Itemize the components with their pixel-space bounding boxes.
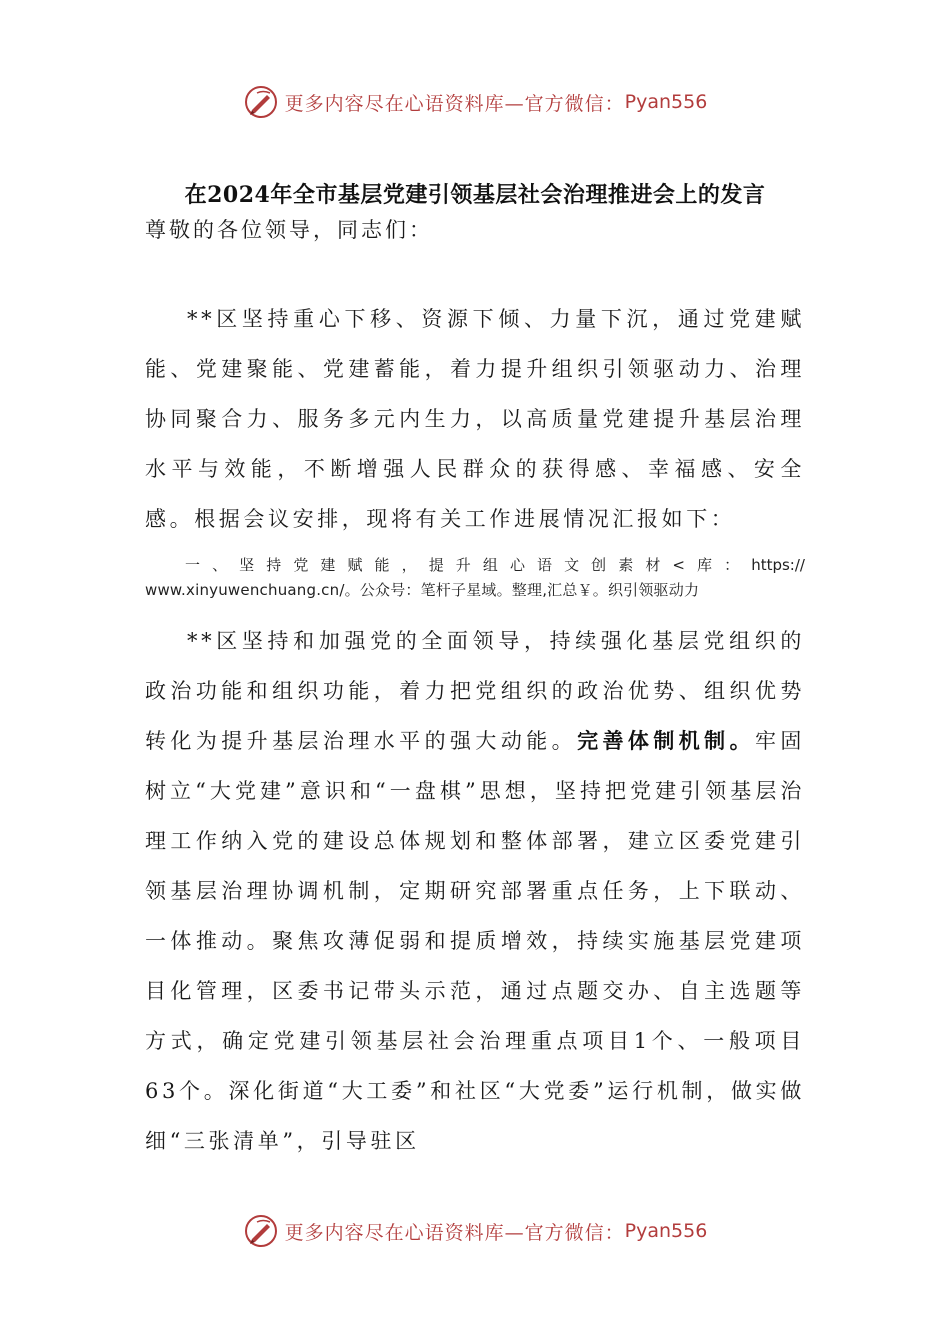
greeting: 尊敬的各位领导，同志们：	[145, 218, 433, 242]
pen-logo-icon	[243, 84, 279, 120]
header-banner	[0, 84, 950, 120]
pen-logo-icon	[243, 1213, 279, 1249]
document-title: 在2024年全市基层党建引领基层社会治理推进会上的发言	[184, 182, 766, 208]
bold-subheading: 完善体制机制。	[577, 728, 755, 753]
paragraph-section1: **区坚持和加强党的全面领导，持续强化基层党组织的政治功能和组织功能，着力把党组织的政治优势、组织优势转化为提升基层治理水平的强大动能。完善体制机制。牢固树立“大党建”意识和“一盘棋”思想，坚持把党建引领基层治理工作纳入党的建设总体规划和整体部署，建立区委党建引领基层治理协调机制，定期研究部署重点任务，上下联动、一体推动。聚焦攻薄促弱和提质增效，持续实施基层党建项目化管理，区委书记带头示范，通过点题交办、自主选题等方式，确定党建引领基层社会治理重点项目1个、一般项目63个。深化街道“大工委”和社区“大党委”运行机制，做实做细“三张清单”，引导驻区	[145, 629, 806, 1153]
section-heading-1	[145, 553, 805, 603]
header-text: 更多内容尽在心语资料库—官方微信：	[284, 92, 625, 115]
footer-text: 更多内容尽在心语资料库—官方微信：	[284, 1221, 625, 1244]
header-wechat-id: Pyan556	[624, 91, 708, 113]
section-heading-line1: 一 、 坚 持 党 建 赋 能 ， 提 升 组 心 语 文 创 素 材 < 库 ： https://	[185, 556, 805, 574]
footer-wechat-id: Pyan556	[624, 1220, 708, 1242]
paragraph-intro: **区坚持重心下移、资源下倾、力量下沉，通过党建赋能、党建聚能、党建蓄能，着力提升组织引领驱动力、治理协同聚合力、服务多元内生力，以高质量党建提升基层治理水平与效能，不断增强人民群众的获得感、幸福感、安全感。根据会议安排，现将有关工作进展情况汇报如下：	[145, 307, 805, 531]
footer-banner	[0, 1213, 950, 1249]
section-heading-line2: www.xinyuwenchuang.cn/。公众号：笔杆子星域。整理,汇总￥。织引领驱动力	[145, 581, 700, 599]
